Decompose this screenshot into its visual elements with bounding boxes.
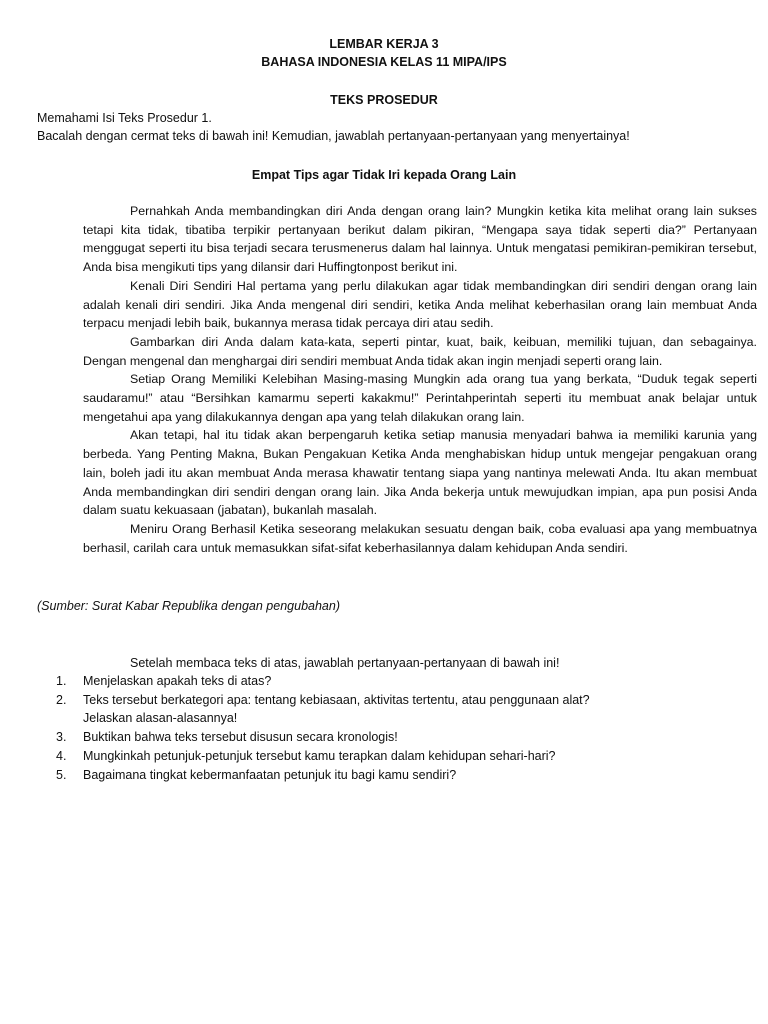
question-number: 3. bbox=[56, 730, 67, 745]
task-title: Memahami Isi Teks Prosedur 1. bbox=[37, 111, 212, 125]
questions-list bbox=[56, 672, 756, 784]
questions-instruction: Setelah membaca teks di atas, jawablah pertanyaan-pertanyaan di bawah ini! bbox=[130, 656, 560, 670]
task-instruction: Bacalah dengan cermat teks di bawah ini! Kemudian, jawablah pertanyaan-pertanyaan yang menyertainya! bbox=[37, 129, 630, 143]
article-body bbox=[83, 202, 757, 557]
question-item bbox=[56, 691, 756, 728]
question-item bbox=[56, 766, 756, 785]
article-paragraph: Setiap Orang Memiliki Kelebihan Masing-masing Mungkin ada orang tua yang berkata, “Duduk tegak seperti saudaramu!” atau “Bersihkan kamarmu seperti kakakmu!” Perintahperintah seperti itu membuat anak belajar untuk mengetahui apa yang dilakukannya dengan apa yang telah dilakukan orang lain. bbox=[83, 372, 757, 424]
question-number: 5. bbox=[56, 767, 67, 782]
article-paragraph: Akan tetapi, hal itu tidak akan berpengaruh ketika setiap manusia menyadari bahwa ia memiliki karunia yang berbeda. Yang Penting Makna, Bukan Pengakuan Ketika Anda menghabiskan hidup untuk mengejar pengakuan orang lain, boleh jadi itu akan membuat Anda merasa khawatir tentang siapa yang nantinya melewati Anda. Itu akan membuat Anda membandingkan diri sendiri dengan orang lain. Jika Anda bekerja untuk mewujudkan impian, apa pun posisi Anda dalam suatu kekuasaan (jabatan), bukanlah masalah. bbox=[83, 428, 757, 518]
question-number: 2. bbox=[56, 692, 67, 707]
article-paragraph: Meniru Orang Berhasil Ketika seseorang melakukan sesuatu dengan baik, coba evaluasi apa yang membuatnya berhasil, carilah cara untuk memasukkan sifat-sifat keberhasilannya dalam kehidupan Anda sendiri. bbox=[83, 521, 757, 555]
question-text: Bagaimana tingkat kebermanfaatan petunjuk itu bagi kamu sendiri? bbox=[83, 767, 457, 782]
article-paragraph: Pernahkah Anda membandingkan diri Anda dengan orang lain? Mungkin ketika kita melihat orang lain sukses tetapi kita tidak, tibatiba terpikir pertanyaan berikut dalam pikiran, “Mengapa saya tidak seperti dia?” Pertanyaan menggugat seperti itu bisa terjadi secara terusmenerus dalam hal lainnya. Untuk mengatasi pemikiran-pemikiran tersebut, Anda bisa mengikuti tips yang dilansir dari Huffingtonpost berikut ini. bbox=[83, 204, 757, 275]
subject-class-heading: BAHASA INDONESIA KELAS 11 MIPA/IPS bbox=[261, 55, 507, 69]
question-text: Menjelaskan apakah teks di atas? bbox=[83, 674, 272, 688]
article-paragraph: Gambarkan diri Anda dalam kata-kata, seperti pintar, kuat, baik, keibuan, memiliki tujuan, dan sebagainya. Dengan mengenal dan menghargai diri sendiri membuat Anda tidak akan ingin menjadi seperti orang lain. bbox=[83, 334, 757, 368]
source-citation: (Sumber: Surat Kabar Republika dengan pengubahan) bbox=[37, 599, 340, 613]
question-item bbox=[56, 747, 756, 766]
question-text-block bbox=[83, 691, 756, 728]
worksheet-title: LEMBAR KERJA 3 bbox=[329, 37, 439, 51]
question-text: Teks tersebut berkategori apa: tentang kebiasaan, aktivitas tertentu, atau penggunaan alat? bbox=[83, 692, 590, 707]
article-title: Empat Tips agar Tidak Iri kepada Orang Lain bbox=[251, 168, 517, 182]
question-text-continued: Jelaskan alasan-alasannya! bbox=[83, 711, 238, 726]
question-item bbox=[56, 728, 756, 747]
question-text: Mungkinkah petunjuk-petunjuk tersebut kamu terapkan dalam kehidupan sehari-hari? bbox=[83, 748, 556, 763]
section-heading: TEKS PROSEDUR bbox=[330, 93, 438, 107]
question-number: 1. bbox=[56, 674, 67, 688]
question-item bbox=[56, 672, 756, 691]
question-number: 4. bbox=[56, 748, 67, 763]
article-paragraph: Kenali Diri Sendiri Hal pertama yang perlu dilakukan agar tidak membandingkan diri sendiri dengan orang lain adalah kenali diri sendiri. Jika Anda mengenal diri sendiri, ketika Anda melihat keberhasilan orang lain membuat Anda terpacu menjadi lebih baik, bukannya merasa tidak percaya diri atau sedih. bbox=[83, 278, 757, 331]
question-text: Buktikan bahwa teks tersebut disusun secara kronologis! bbox=[83, 730, 398, 745]
